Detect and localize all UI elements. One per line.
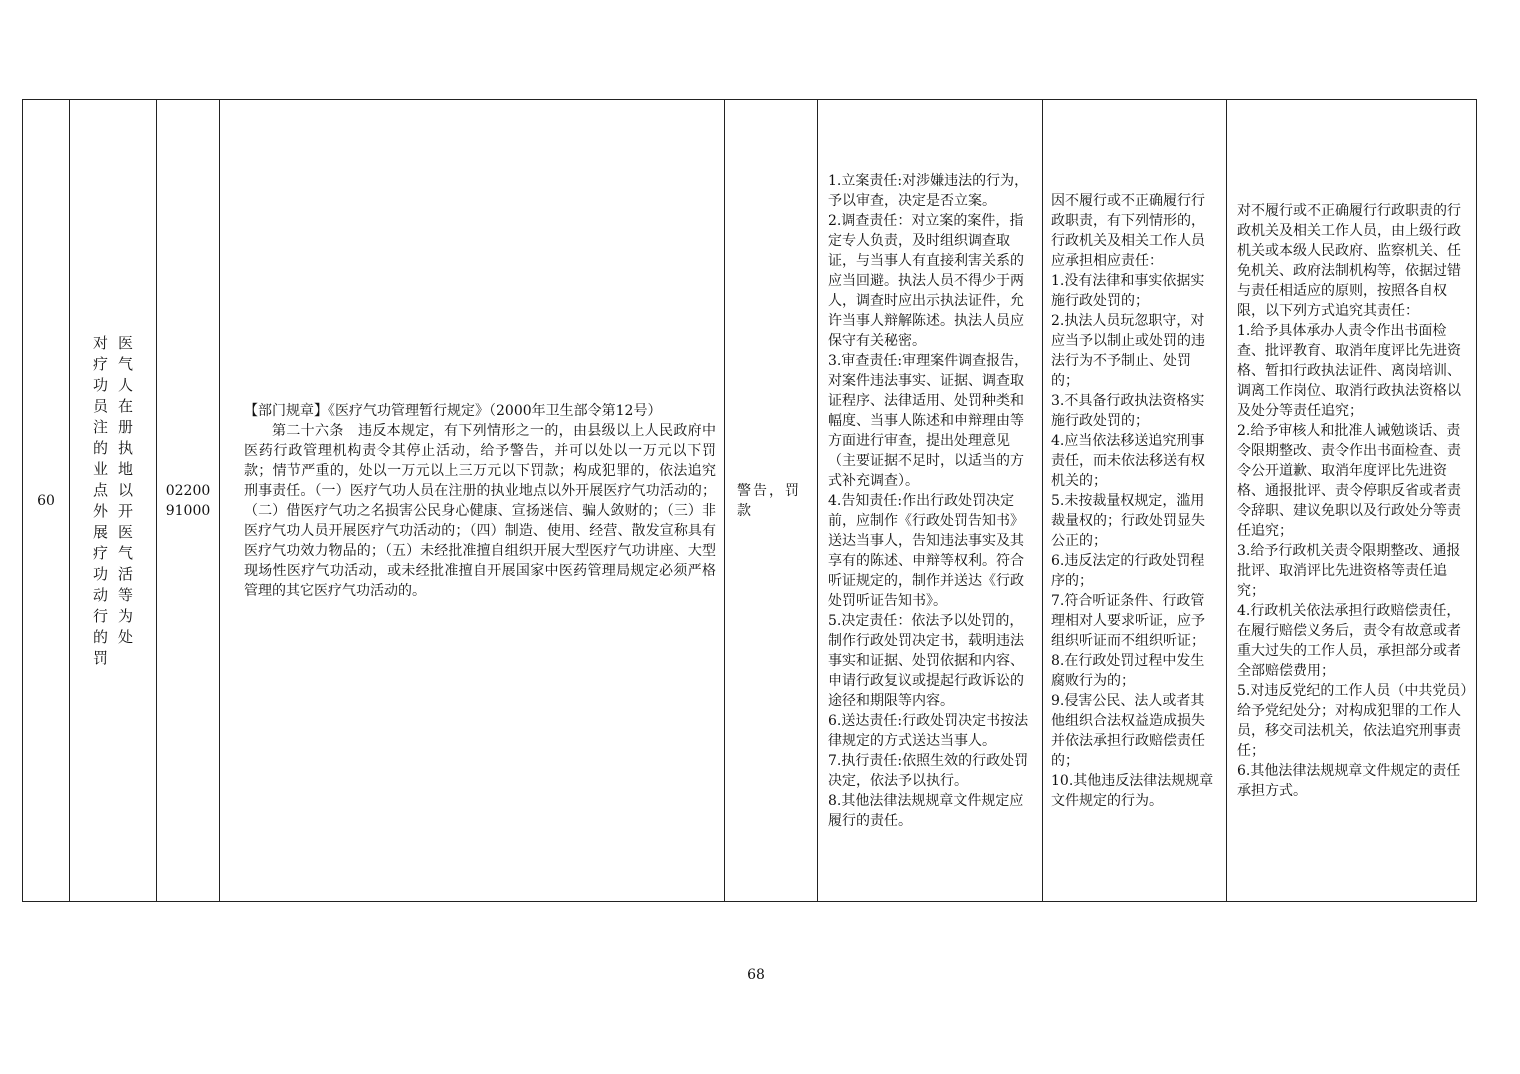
liability-cases (1043, 100, 1227, 902)
table-row (23, 100, 1477, 902)
list-item: 4.告知责任:作出行政处罚决定前，应制作《行政处罚告知书》送达当事人，告知违法事实及其享有的陈述、申辩等权利。符合听证规定的，制作并送达《行政处罚听证告知书》。 (828, 492, 1024, 609)
item-name-column-right: 医 气 人 在 册 执 地 以 开 医 气 活 等 为 处 (118, 333, 134, 646)
list-item: 7.符合听证条件、行政管理相对人要求听证，应予组织听证而不组织听证； (1051, 592, 1205, 649)
item-name-cell (70, 100, 157, 902)
list-item: 8.其他法律法规规章文件规定应履行的责任。 (828, 792, 1024, 829)
item-code: 02200 91000 (157, 100, 220, 902)
list-item: 9.侵害公民、法人或者其他组织合法权益造成损失并依法承担行政赔偿责任的； (1051, 692, 1205, 769)
basis-article: 第二十六条 违反本规定，有下列情形之一的，由县级以上人民政府中医药行政管理机构责令其停止活动，给予警告，并可以处以一万元以下罚款；情节严重的，处以一万元以上三万元以下罚款；构成犯罪的，依法追究刑事责任。（一）医疗气功人员在注册的执业地点以外开展医疗气功活动的；（二）借医疗气功之名损害公民身心健康、宣扬迷信、骗人敛财的；（三）非医疗气功人员开展医疗气功活动的；（四）制造、使用、经营、散发宣称具有医疗气功效力物品的；（五）未经批准擅自组织开展大型医疗气功讲座、大型现场性医疗气功活动，或未经批准擅自开展国家中医药管理局规定必须严格管理的其它医疗气功活动的。 (244, 422, 716, 599)
list-item: 6.其他法律法规规章文件规定的责任承担方式。 (1237, 762, 1461, 799)
list-item: 6.送达责任:行政处罚决定书按法律规定的方式送达当事人。 (828, 712, 1029, 749)
page-number: 68 (747, 967, 765, 983)
basis-heading: 【部门规章】《医疗气功管理暂行规定》（2000年卫生部令第12号） (244, 402, 662, 419)
list-item: 10.其他违反法律法规规章文件规定的行为。 (1051, 772, 1214, 809)
accountability-intro: 对不履行或不正确履行行政职责的行政机关及相关工作人员，由上级行政机关或本级人民政府、监察机关、任免机关、政府法制机构等，依据过错与责任相适应的原则，按照各自权限，以下列方式追究其责任： (1237, 202, 1461, 319)
liability-intro: 因不履行或不正确履行行政职责，有下列情形的，行政机关及相关工作人员应承担相应责任： (1051, 192, 1205, 269)
list-item: 2.调查责任：对立案的案件，指定专人负责，及时组织调查取证，与当事人有直接利害关系的应当回避。执法人员不得少于两人，调查时应出示执法证件，允许当事人辩解陈述。执法人员应保守有关秘密。 (828, 212, 1024, 349)
list-item: 2.给予审核人和批准人诫勉谈话、责令限期整改、责令作出书面检查、责令公开道歉、取消年度评比先进资格、通报批评、责令停职反省或者责令辞职、建议免职以及行政处分等责任追究； (1237, 422, 1461, 539)
list-item: 5.对违反党纪的工作人员（中共党员）给予党纪处分；对构成犯罪的工作人员，移交司法机关，依法追究刑事责任； (1237, 682, 1468, 759)
item-name-column-left: 对 疗 功 员 注 的 业 点 外 展 疗 功 动 行 的 罚 (92, 333, 108, 667)
list-item: 4.行政机关依法承担行政赔偿责任，在履行赔偿义务后，责令有故意或者重大过失的工作人员，承担部分或者全部赔偿费用； (1237, 602, 1461, 679)
row-number: 60 (23, 100, 70, 902)
list-item: 6.违反法定的行政处罚程序的； (1051, 552, 1205, 589)
list-item: 3.不具备行政执法资格实施行政处罚的； (1051, 392, 1205, 429)
item-name (70, 333, 156, 669)
penalty-type: 警告，罚款 (725, 100, 818, 902)
list-item: 8.在行政处罚过程中发生腐败行为的； (1051, 652, 1205, 689)
list-item: 1.立案责任:对涉嫌违法的行为，予以审查，决定是否立案。 (828, 172, 1029, 209)
responsibility-items (818, 100, 1043, 902)
list-item: 4.应当依法移送追究刑事责任，而未依法移送有权机关的； (1051, 432, 1205, 489)
list-item: 1.没有法律和事实依据实施行政处罚的； (1051, 272, 1205, 309)
list-item: 3.审查责任:审理案件调查报告，对案件违法事实、证据、调查取证程序、法律适用、处罚种类和幅度、当事人陈述和申辩理由等方面进行审查，提出处理意见（主要证据不足时，以适当的方式补充调查）。 (828, 352, 1029, 489)
accountability-methods (1227, 100, 1477, 902)
list-item: 5.决定责任：依法予以处罚的，制作行政处罚决定书，载明违法事实和证据、处罚依据和内容、申请行政复议或提起行政诉讼的途径和期限等内容。 (828, 612, 1024, 709)
list-item: 1.给予具体承办人责令作出书面检查、批评教育、取消年度评比先进资格、暂扣行政执法证件、离岗培训、调离工作岗位、取消行政执法资格以及处分等责任追究； (1237, 322, 1461, 419)
list-item: 5.未按裁量权规定，滥用裁量权的；行政处罚显失公正的； (1051, 492, 1205, 549)
list-item: 7.执行责任:依照生效的行政处罚决定，依法予以执行。 (828, 752, 1029, 789)
power-list-table (22, 99, 1477, 902)
legal-basis (220, 100, 725, 902)
list-item: 3.给予行政机关责令限期整改、通报批评、取消评比先进资格等责任追究； (1237, 542, 1461, 599)
list-item: 2.执法人员玩忽职守，对应当予以制止或处罚的违法行为不予制止、处罚的； (1051, 312, 1205, 389)
